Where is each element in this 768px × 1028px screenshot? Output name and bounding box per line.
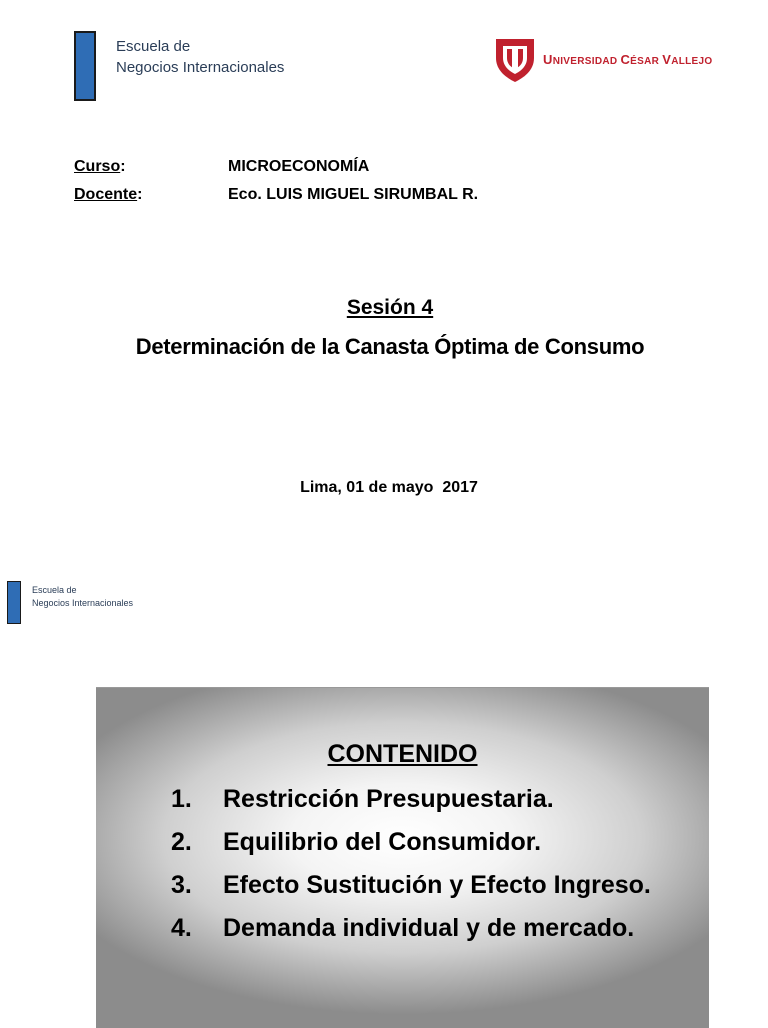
contents-list [171, 782, 651, 954]
date-line: Lima, 01 de mayo 2017 [300, 479, 478, 496]
contents-item-number: 3. [171, 871, 192, 899]
contents-item-number: 4. [171, 914, 192, 942]
contents-panel [96, 687, 709, 1028]
contents-item-text: Demanda individual y de mercado. [223, 914, 635, 942]
school-name-small-line2: Negocios Internacionales [32, 598, 134, 608]
course-label: Curso: [74, 158, 126, 175]
course-value: MICROECONOMÍA [228, 158, 370, 175]
session-subtitle: Determinación de la Canasta Óptima de Consumo [135, 334, 645, 359]
school-name-small [32, 584, 133, 610]
school-name [116, 36, 284, 78]
contents-item-number: 2. [171, 828, 192, 856]
school-name-line2: Negocios Internacionales [116, 59, 285, 76]
university-name-rest-u: NIVERSIDAD [552, 56, 621, 67]
university-name [543, 52, 712, 67]
university-name-initial-v: V [662, 52, 672, 67]
university-name-initial-c: C [620, 52, 631, 67]
contents-item [171, 868, 651, 911]
contents-item-number: 1. [171, 785, 192, 813]
school-name-line1: Escuela de [116, 38, 191, 55]
school-name-small-line1: Escuela de [32, 585, 77, 595]
school-logo-bar-small [7, 581, 21, 624]
contents-item-text: Equilibrio del Consumidor. [223, 828, 542, 856]
school-logo-bar [74, 31, 96, 101]
university-name-rest-v: ALLEJO [671, 56, 713, 67]
contents-title: CONTENIDO [327, 740, 478, 768]
contents-item [171, 911, 651, 954]
teacher-label: Docente: [74, 186, 143, 203]
contents-item [171, 825, 651, 868]
university-name-rest-c: ÉSAR [630, 56, 663, 67]
contents-item-text: Restricción Presupuestaria. [223, 785, 554, 813]
university-name-initial-u: U [543, 52, 553, 67]
contents-item [171, 782, 651, 825]
university-shield-icon [495, 38, 535, 83]
session-title: Sesión 4 [346, 296, 434, 319]
teacher-value: Eco. LUIS MIGUEL SIRUMBAL R. [228, 186, 479, 203]
contents-item-text: Efecto Sustitución y Efecto Ingreso. [223, 871, 651, 899]
